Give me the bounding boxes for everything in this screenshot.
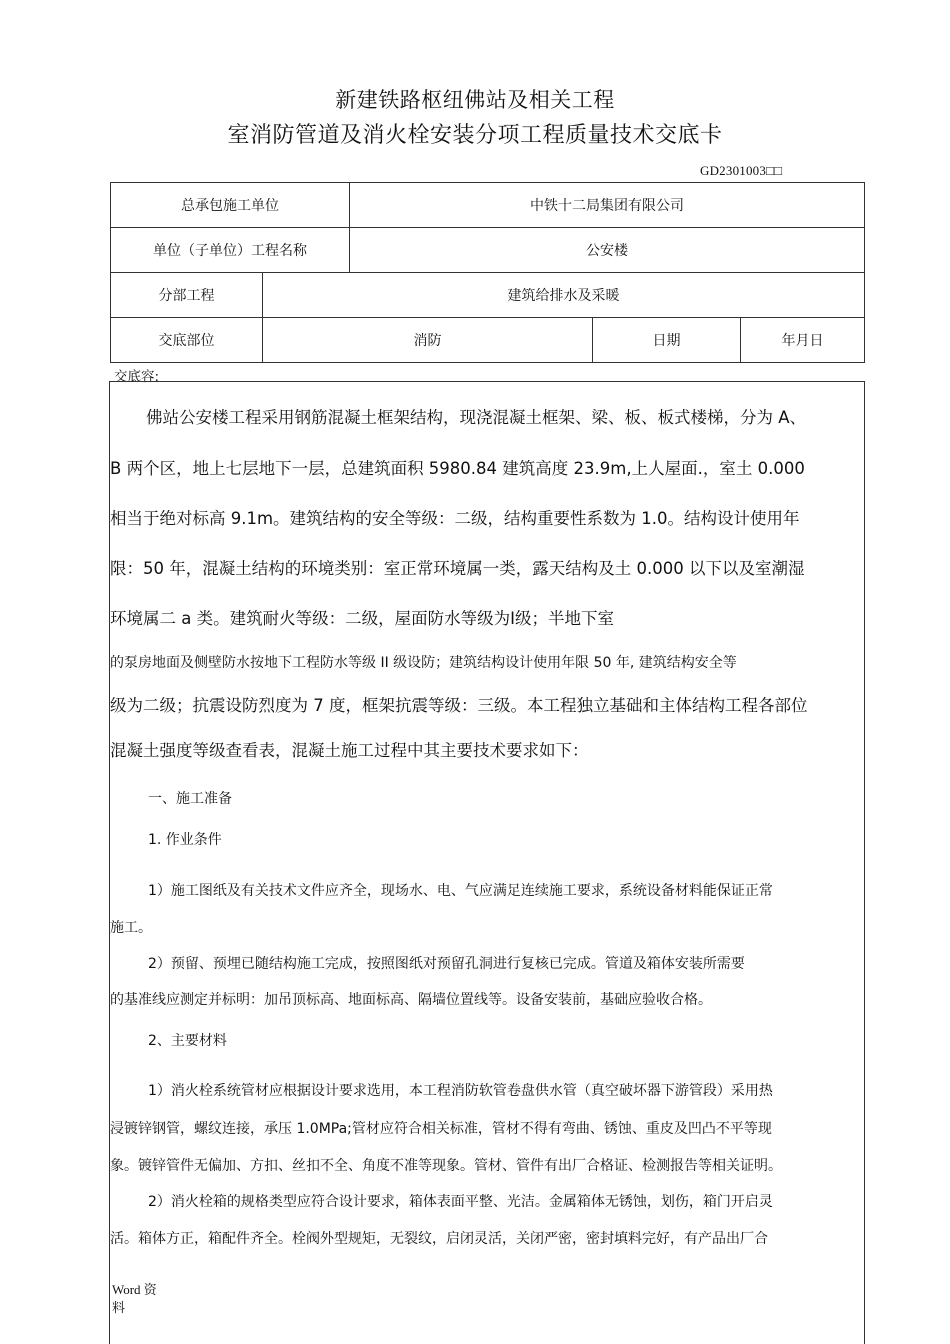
section-heading: 一、施工准备	[148, 791, 232, 807]
document-title-line2: 室消防管道及消火栓安装分项工程质量技术交底卡	[227, 123, 723, 148]
footer-line: 料	[112, 1300, 126, 1315]
document-title-line1: 新建铁路枢纽佛站及相关工程	[335, 88, 615, 112]
paragraph-line: 限：50 年，混凝土结构的环境类别：室正常环境属一类，露天结构及土 0.000 以下以及室潮湿	[110, 559, 805, 578]
paragraph-line: 佛站公安楼工程采用钢筋混凝土框架结构，现浇混凝土框架、梁、板、板式楼梯，分为 A、	[146, 408, 807, 427]
part-label: 交底部位	[111, 318, 263, 363]
document-code: GD2301003□□	[700, 163, 783, 178]
table-row	[111, 183, 865, 228]
division-value: 建筑给排水及采暖	[263, 273, 865, 318]
division-label: 分部工程	[111, 273, 263, 318]
paragraph-line: 施工。	[110, 920, 152, 936]
contractor-label: 总承包施工单位	[111, 183, 350, 228]
subsection-heading: 1. 作业条件	[148, 832, 222, 848]
paragraph-line: 环境属二 a 类。建筑耐火等级：二级，屋面防水等级为Ⅰ级；半地下室	[110, 609, 614, 628]
paragraph-line: 的基准线应测定并标明：加吊顶标高、地面标高、隔墙位置线等。设备安装前，基础应验收合格。	[110, 992, 712, 1008]
contractor-value: 中铁十二局集团有限公司	[350, 183, 865, 228]
table-row	[111, 318, 865, 363]
paragraph-line: 2）消火栓箱的规格类型应符合设计要求，箱体表面平整、光洁。金属箱体无锈蚀，划伤，箱门开启灵	[148, 1194, 773, 1210]
paragraph-line: 级为二级；抗震设防烈度为 7 度，框架抗震等级：三级。本工程独立基础和主体结构工程各部位	[110, 696, 808, 715]
date-value: 年月日	[741, 318, 865, 363]
paragraph-line: 相当于绝对标高 9.1m。建筑结构的安全等级：二级，结构重要性系数为 1.0。结构设计使用年	[110, 509, 800, 528]
content-label: 交底容:	[114, 369, 160, 385]
paragraph-line: 1）消火栓系统管材应根据设计要求选用，本工程消防软管卷盘供水管（真空破坏器下游管段）采用热	[148, 1083, 773, 1099]
paragraph-line: 的泵房地面及侧壁防水按地下工程防水等级 II 级设防；建筑结构设计使用年限 50 年, 建筑结构安全等	[110, 655, 737, 671]
paragraph-line: 浸镀锌钢管，螺纹连接，承压 1.0MPa;管材应符合相关标准，管材不得有弯曲、锈蚀、重皮及凹凸不平等现	[110, 1121, 772, 1137]
paragraph-line: 2）预留、预埋已随结构施工完成，按照图纸对预留孔洞进行复核已完成。管道及箱体安装所需要	[148, 956, 745, 972]
paragraph-line: B 两个区，地上七层地下一层，总建筑面积 5980.84 建筑高度 23.9m,上人屋面.，室土 0.000	[110, 459, 805, 478]
table-row	[111, 228, 865, 273]
footer-watermark	[112, 1281, 157, 1317]
paragraph-line: 1）施工图纸及有关技术文件应齐全，现场水、电、气应满足连续施工要求，系统设备材料能保证正常	[148, 883, 773, 899]
paragraph-line: 象。镀锌管件无偏加、方扣、丝扣不全、角度不准等现象。管材、管件有出厂合格证、检测报告等相关证明。	[110, 1158, 782, 1174]
paragraph-line: 活。箱体方正，箱配件齐全。栓阀外型规矩，无裂纹，启闭灵活，关闭严密，密封填料完好，有产品出厂合	[110, 1231, 768, 1247]
date-label: 日期	[593, 318, 741, 363]
table-row	[111, 273, 865, 318]
paragraph-line: 混凝土强度等级查看表，混凝土施工过程中其主要技术要求如下：	[110, 741, 589, 760]
content-body	[109, 381, 865, 1344]
part-value: 消防	[263, 318, 593, 363]
section-heading: 2、主要材料	[148, 1033, 227, 1049]
header-table	[110, 182, 865, 363]
unit-value: 公安楼	[350, 228, 865, 273]
unit-label: 单位（子单位）工程名称	[111, 228, 350, 273]
footer-line: Word 资	[112, 1282, 157, 1297]
